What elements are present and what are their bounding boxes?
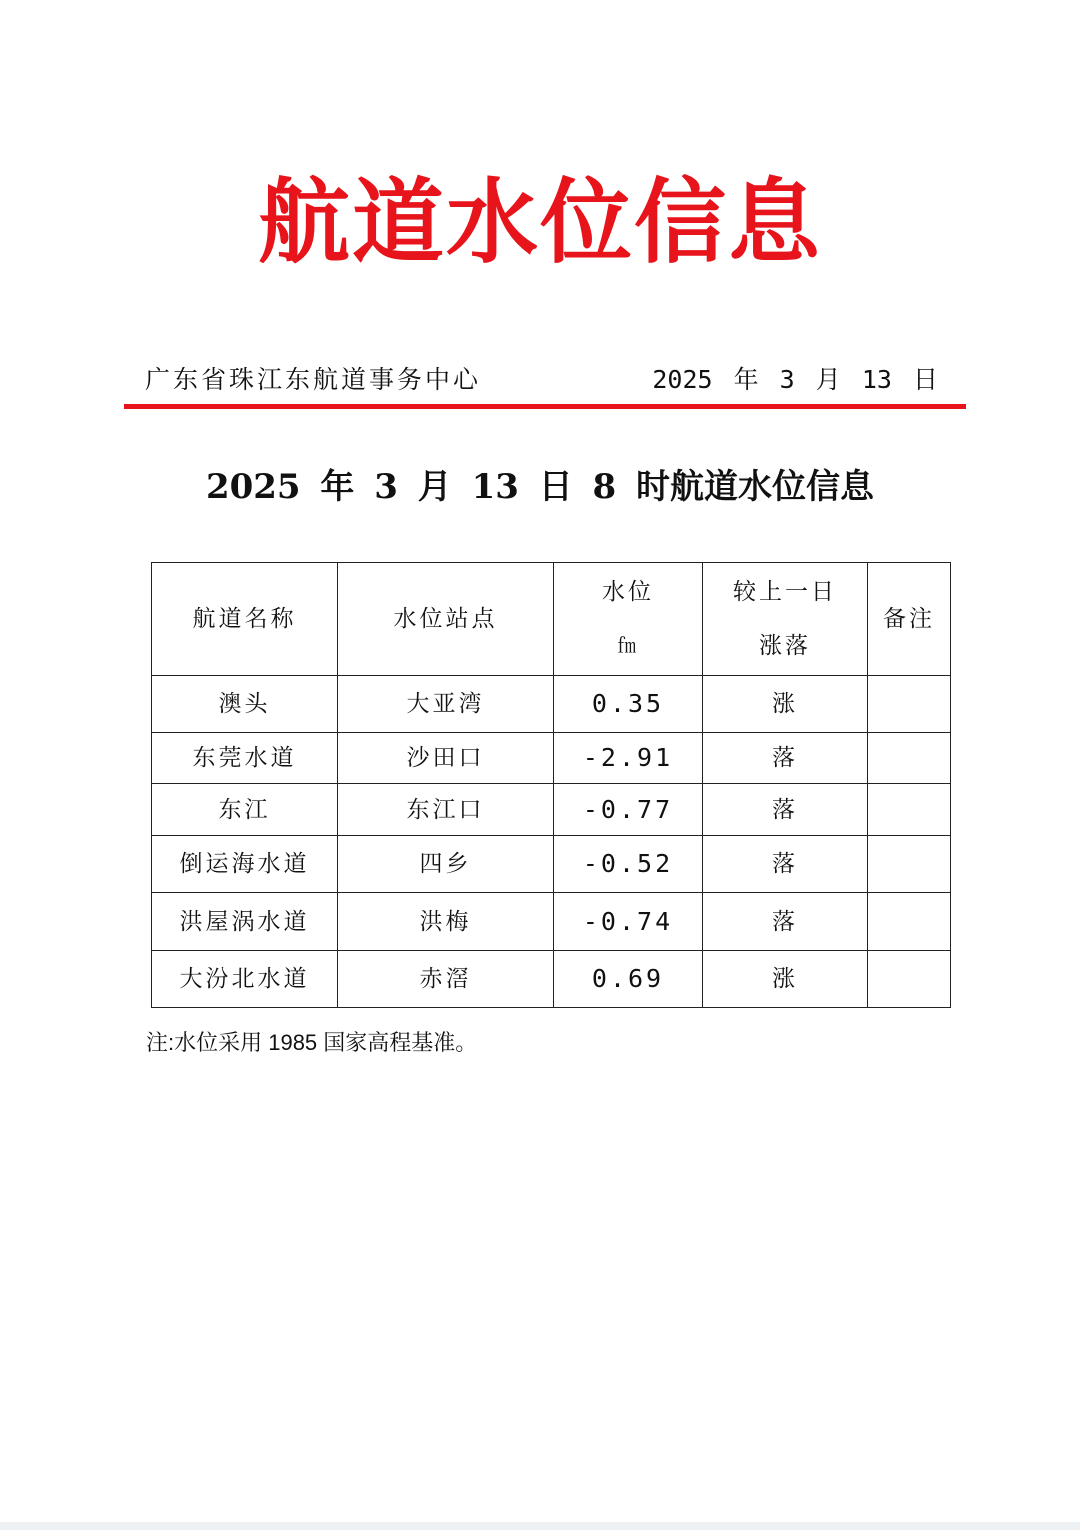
cell-level: -0.52 — [554, 836, 703, 893]
header-water-level-label: 水位 — [602, 579, 654, 605]
header-water-level-unit: ㎙ — [616, 635, 639, 657]
header-red-rule — [124, 404, 966, 409]
issue-date: 2025 年 3 月 13 日 — [652, 365, 938, 394]
issuer-name: 广东省珠江东航道事务中心 — [145, 365, 482, 394]
cell-remarks — [868, 733, 951, 784]
header-station: 水位站点 — [338, 563, 554, 676]
bottom-strip — [0, 1522, 1080, 1530]
header-daily-change-line2: 涨落 — [759, 633, 811, 659]
table-header-row — [152, 563, 951, 676]
cell-station: 沙田口 — [338, 733, 554, 784]
cell-change: 涨 — [703, 676, 868, 733]
cell-station: 大亚湾 — [338, 676, 554, 733]
table-row — [152, 893, 951, 951]
table-row — [152, 784, 951, 836]
cell-station: 洪梅 — [338, 893, 554, 951]
table-row — [152, 836, 951, 893]
cell-change: 落 — [703, 784, 868, 836]
cell-remarks — [868, 951, 951, 1008]
cell-remarks — [868, 784, 951, 836]
document-title: 2025 年 3 月 13 日 8 时航道水位信息 — [205, 467, 875, 507]
header-daily-change — [703, 563, 868, 676]
cell-level: 0.69 — [554, 951, 703, 1008]
header-water-level — [554, 563, 703, 676]
cell-station: 赤滘 — [338, 951, 554, 1008]
cell-channel: 澳头 — [152, 676, 338, 733]
cell-channel: 洪屋涡水道 — [152, 893, 338, 951]
datum-footnote: 注:水位采用 1985 国家高程基准。 — [146, 1030, 478, 1055]
table-row — [152, 676, 951, 733]
cell-change: 落 — [703, 893, 868, 951]
masthead-title: 航道水位信息 — [257, 169, 822, 276]
cell-change: 涨 — [703, 951, 868, 1008]
water-level-table — [151, 562, 951, 1008]
cell-level: -2.91 — [554, 733, 703, 784]
cell-station: 东江口 — [338, 784, 554, 836]
cell-change: 落 — [703, 836, 868, 893]
header-daily-change-line1: 较上一日 — [733, 579, 837, 605]
cell-level: 0.35 — [554, 676, 703, 733]
cell-station: 四乡 — [338, 836, 554, 893]
cell-remarks — [868, 676, 951, 733]
cell-remarks — [868, 893, 951, 951]
cell-channel: 东莞水道 — [152, 733, 338, 784]
table-row — [152, 951, 951, 1008]
table-row — [152, 733, 951, 784]
cell-remarks — [868, 836, 951, 893]
cell-channel: 大汾北水道 — [152, 951, 338, 1008]
cell-level: -0.77 — [554, 784, 703, 836]
cell-level: -0.74 — [554, 893, 703, 951]
cell-channel: 倒运海水道 — [152, 836, 338, 893]
cell-channel: 东江 — [152, 784, 338, 836]
header-remarks: 备注 — [868, 563, 951, 676]
cell-change: 落 — [703, 733, 868, 784]
header-channel-name: 航道名称 — [152, 563, 338, 676]
